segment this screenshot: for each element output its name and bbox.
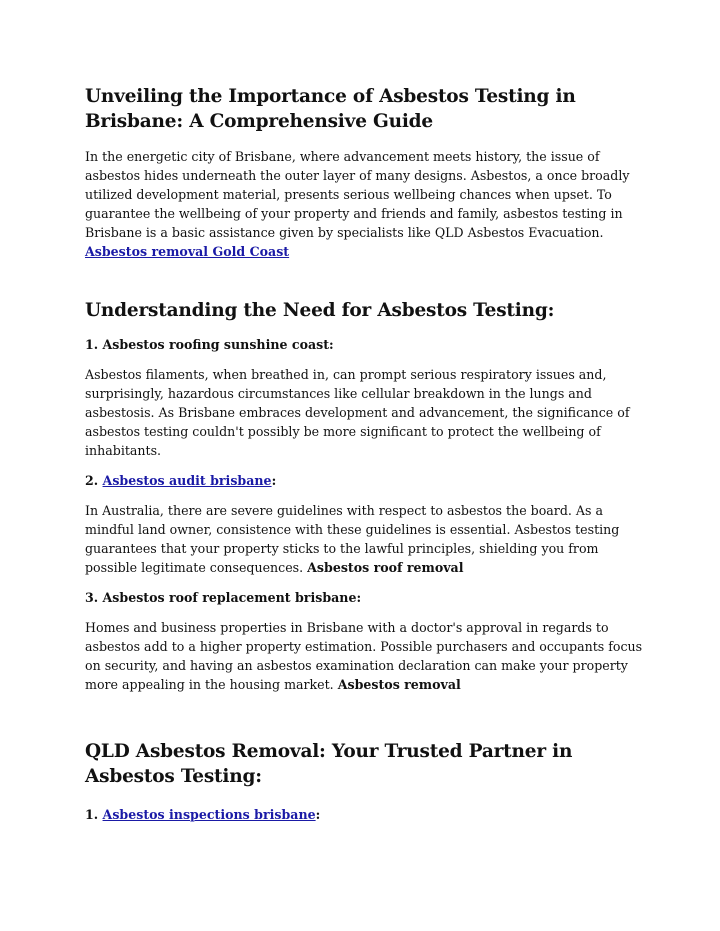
section1-item2-text: In Australia, there are severe guidelines with respect to asbestos the board. As a mindful land owner, consistence with these guidelines is essential. Asbestos testing guarantees that your property sticks to the lawful principles, shielding you from possible legitimate consequences. — [85, 503, 620, 575]
section1-item2-colon: : — [271, 473, 277, 488]
section2-item1-num: 1. — [85, 807, 103, 822]
page-title: Unveiling the Importance of Asbestos Testing in Brisbane: A Comprehensive Guide — [85, 86, 576, 132]
section1-item3-text: Homes and business properties in Brisbane with a doctor's approval in regards to asbestos add to a higher property estimation. Possible purchasers and occupants focus on security, and having an asbestos examination declaration can make your property more appealing in the housing market. — [85, 620, 643, 692]
section2-item1-label — [85, 805, 645, 824]
section1-item2-label — [85, 471, 645, 490]
intro-link[interactable]: Asbestos removal Gold Coast — [85, 244, 290, 259]
section1-item2-paragraph — [85, 501, 645, 577]
section1-item2-bold-tail: Asbestos roof removal — [307, 560, 464, 575]
section2-item1-colon: : — [315, 807, 321, 822]
intro-paragraph — [85, 147, 645, 261]
section2-heading: QLD Asbestos Removal: Your Trusted Partner in Asbestos Testing: — [85, 741, 573, 787]
section2-item1-link[interactable]: Asbestos inspections brisbane — [102, 807, 316, 822]
section1-item3-bold-tail: Asbestos removal — [337, 677, 461, 692]
intro-text: In the energetic city of Brisbane, where advancement meets history, the issue of asbestos hides underneath the outer layer of many designs. Asbestos, a once broadly utilized development material, presents serious wellbeing chances when upset. To guarantee the wellbeing of your property and friends and family, asbestos testing in Brisbane is a basic assistance given by specialists like QLD Asbestos Evacuation. — [85, 149, 630, 240]
section1-item1-text: Asbestos filaments, when breathed in, can prompt serious respiratory issues and, surprisingly, hazardous circumstances like cellular breakdown in the lungs and asbestosis. As Brisbane embraces development and advancement, the significance of asbestos testing couldn't possibly be more significant to protect the wellbeing of inhabitants. — [85, 367, 630, 458]
section1-item1-label: 1. Asbestos roofing sunshine coast: — [85, 337, 334, 352]
section1-item3-label: 3. Asbestos roof replacement brisbane: — [85, 590, 362, 605]
section1-item2-link[interactable]: Asbestos audit brisbane — [102, 473, 272, 488]
section1-item2-num: 2. — [85, 473, 103, 488]
section1-heading: Understanding the Need for Asbestos Testing: — [85, 300, 555, 321]
section1-item3-paragraph — [85, 618, 645, 694]
document-page — [85, 84, 645, 824]
